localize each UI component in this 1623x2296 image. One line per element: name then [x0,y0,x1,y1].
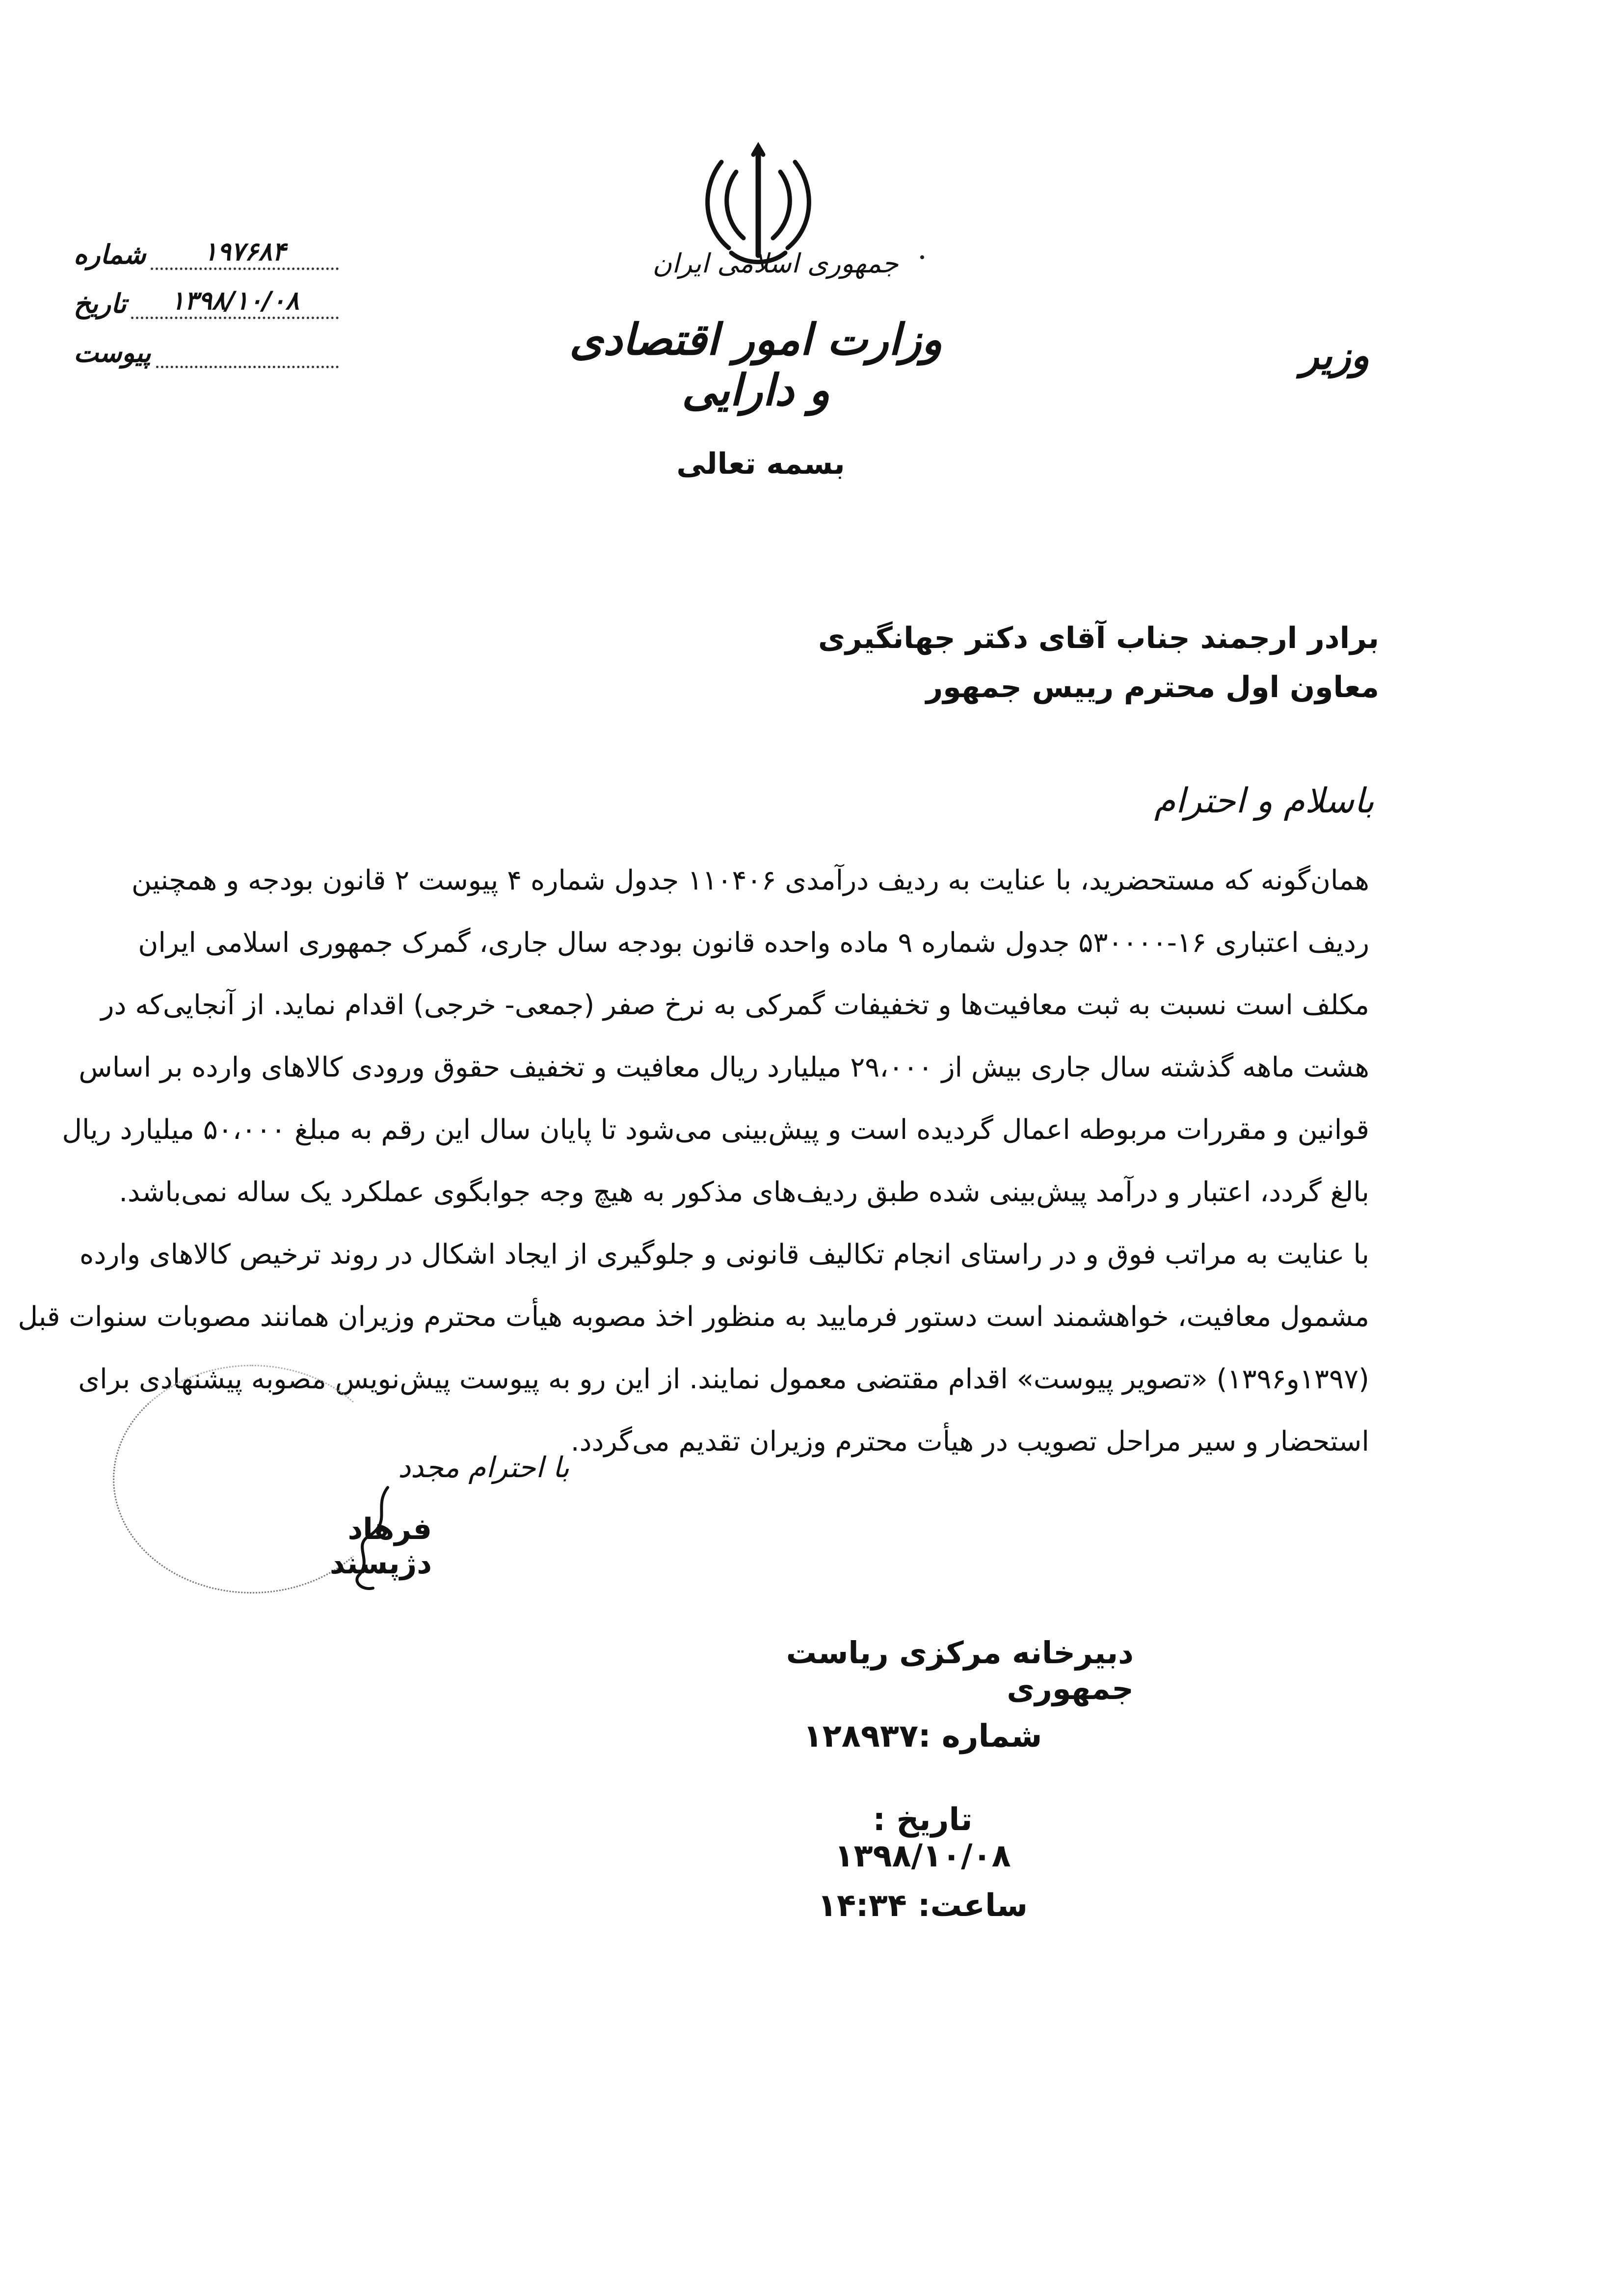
registry-date-label: تاریخ [74,288,127,319]
body-line: همان‌گونه که مستحضرید، با عنایت به ردیف درآمدی ۱۱۰۴۰۶ جدول شماره ۴ پیوست ۲ قانون بودجه و همچنین [131,864,1369,896]
ministry-name: وزارت امور اقتصادی و دارایی [569,314,942,415]
body-line: مکلف است نسبت به ثبت معافیت‌ها و تخفیفات گمرکی به نرخ صفر (جمعی- خرجی) اقدام نماید. از آنجایی‌که در [101,989,1369,1021]
republic-name: جمهوری اسلامی ایران [652,248,899,279]
secretariat-stamp [712,1635,1134,1954]
stamp-date: تاریخ : ۱۳۹۸/۱۰/۰۸ [834,1802,1011,1874]
body-line: مشمول معافیت، خواهشمند است دستور فرمایید به منظور اخذ مصوبه هیأت محترم وزیران همانند مصوبات سنوات قبل [18,1301,1369,1333]
decorative-dot [920,255,924,259]
body-line: قوانین و مقررات مربوطه اعمال گردیده است و پیش‌بینی می‌شود تا پایان سال این رقم به مبلغ ۵۰،۰۰۰ میلیارد ریال [62,1114,1369,1146]
signatory-name: فرهاد دژپسند [329,1512,432,1581]
stamp-time: ساعت: ۱۴:۳۴ [817,1888,1028,1924]
minister-label: وزیر [1300,334,1369,378]
registry-attachment-label: پیوست [74,337,151,368]
body-line: بالغ گردد، اعتبار و درآمد پیش‌بینی شده طبق ردیف‌های مذکور به هیچ وجه جوابگوی عملکرد یک ساله نمی‌باشد. [119,1176,1369,1208]
registry-number-value: ۱۹۷۶۸۴ [151,237,339,270]
body-line: هشت ماهه گذشته سال جاری بیش از ۲۹،۰۰۰ میلیارد ریال معافیت و تخفیف حقوق ورودی کالاهای وارده بر اساس [79,1052,1369,1083]
body-line: (۱۳۹۷و۱۳۹۶) «تصویر پیوست» اقدام مقتضی معمول نمایند. از این رو به پیوست پیش‌نویس مصوبه پیشنهادی برای [78,1363,1369,1395]
body-line: با عنایت به مراتب فوق و در راستای انجام تکالیف قانونی و جلوگیری از ایجاد اشکال در روند ترخیص کالاهای وارده [79,1239,1369,1270]
body-line: ردیف اعتباری ۱۶-۵۳۰۰۰۰ جدول شماره ۹ ماده واحده قانون بودجه سال جاری، گمرک جمهوری اسلامی ایران [138,927,1369,959]
registry-attachment-value [156,365,339,368]
registry-number-row [74,236,339,270]
stamp-title: دبیرخانه مرکزی ریاست جمهوری [786,1635,1134,1706]
registry-number-label: شماره [74,239,146,270]
stamp-number: شماره :۱۲۸۹۳۷ [803,1718,1042,1755]
registry-date-value: ۱۳۹۸/۱۰/۰۸ [131,286,339,319]
invocation-heading: بسمه تعالی [676,447,845,481]
registry-attachment-row [74,334,339,368]
closing-handwritten: با احترام مجدد [398,1451,569,1484]
registry-date-row [74,285,339,319]
addressee-line-2: معاون اول محترم رییس جمهور [926,670,1379,704]
addressee-line-1: برادر ارجمند جناب آقای دکتر جهانگیری [818,621,1379,655]
letter-body [18,849,1369,1458]
greeting-handwritten: باسلام و احترام [1154,781,1374,821]
body-line: استحضار و سیر مراحل تصویب در هیأت محترم وزیران تقدیم می‌گردد. [570,1426,1369,1458]
